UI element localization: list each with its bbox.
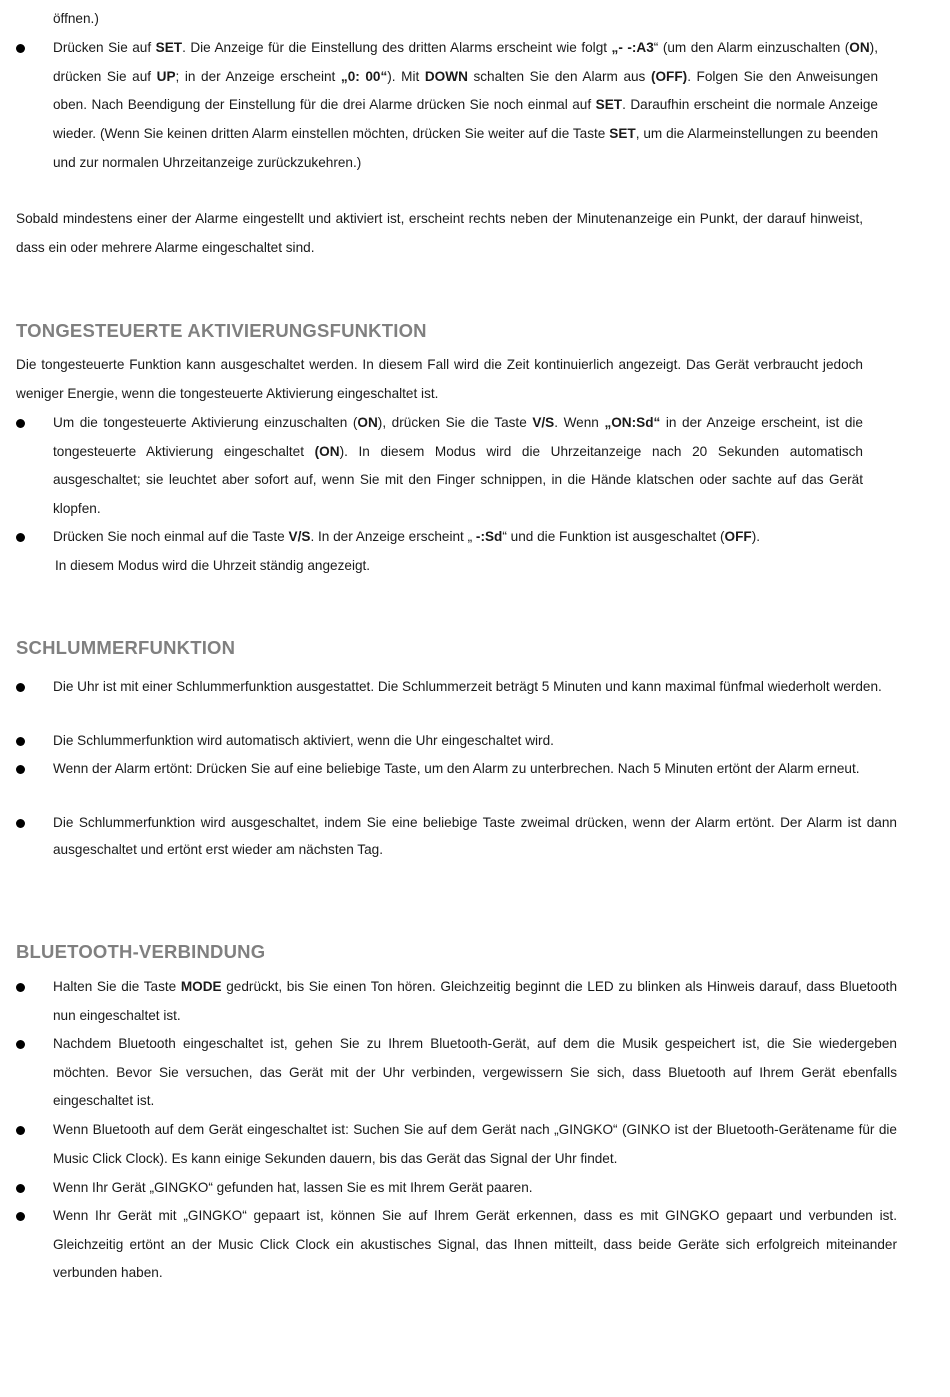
text-span: Drücken Sie auf bbox=[53, 40, 156, 55]
text-span: ), drücken Sie die Taste bbox=[377, 415, 533, 430]
bullet-text bbox=[53, 409, 863, 524]
alarm-note-paragraph: Sobald mindestens einer der Alarme eingestellt und aktiviert ist, erscheint rechts neben der Minutenanzeige ein Punkt, der darauf hinweist, dass ein oder mehrere Alarme eingeschaltet sind. bbox=[16, 211, 863, 255]
bullet-text: Wenn Ihr Gerät „GINGKO“ gefunden hat, lassen Sie es mit Ihrem Gerät paaren. bbox=[53, 1180, 533, 1195]
bullet-dot-icon bbox=[16, 1184, 25, 1193]
display-a3: „- -:A3 bbox=[611, 40, 654, 55]
text-span: . In der Anzeige erscheint „ bbox=[310, 529, 476, 544]
key-off: (OFF) bbox=[650, 68, 688, 84]
bullet-dot-icon bbox=[16, 819, 25, 828]
key-set: SET bbox=[609, 126, 636, 142]
key-vs: V/S bbox=[532, 415, 555, 430]
bullet-dot-icon bbox=[16, 533, 25, 542]
bullet-text: Wenn Bluetooth auf dem Gerät eingeschaltet ist: Suchen Sie auf dem Gerät nach „GINGKO“ (GINKO ist der Bluetooth-Gerätename für die Music Click Clock). Es kann einige Sekunden dauern, bis das Gerät das Signal der Uhr findet. bbox=[53, 1122, 897, 1166]
key-up: UP bbox=[156, 68, 176, 84]
bullet-dot-icon bbox=[16, 419, 25, 428]
bullet-text bbox=[53, 523, 863, 552]
text-span: . Wenn bbox=[554, 415, 605, 430]
text-span: “ (um den Alarm einzuschalten ( bbox=[653, 40, 850, 55]
text-span: . Daraufhin erscheint die normale Anzeige wieder. (Wenn Sie keinen dritten Alarm einstellen möchten, drücken Sie weiter auf die Taste bbox=[53, 97, 878, 142]
sound-intro-paragraph: Die tongesteuerte Funktion kann ausgeschaltet werden. In diesem Fall wird die Zeit kontinuierlich angezeigt. Das Gerät verbraucht jedoch weniger Energie, wenn die tongesteuerte Aktivierung eingeschaltet ist. bbox=[16, 357, 863, 401]
bullet-dot-icon bbox=[16, 1212, 25, 1221]
key-on: ON bbox=[849, 40, 870, 55]
key-vs: V/S bbox=[288, 529, 311, 544]
bullet-text: Die Schlummerfunktion wird automatisch aktiviert, wenn die Uhr eingeschaltet wird. bbox=[53, 733, 554, 748]
bullet-text: Die Schlummerfunktion wird ausgeschaltet, indem Sie eine beliebige Taste zweimal drücken, wenn der Alarm ertönt. Der Alarm ist dann ausgeschaltet und ertönt erst wieder am nächsten Tag. bbox=[53, 815, 897, 857]
section-heading-bluetooth: BLUETOOTH-VERBINDUNG bbox=[16, 941, 266, 962]
section-heading-sound: TONGESTEUERTE AKTIVIERUNGSFUNKTION bbox=[16, 320, 427, 341]
key-mode: MODE bbox=[180, 979, 222, 994]
section-heading-snooze: SCHLUMMERFUNKTION bbox=[16, 637, 236, 658]
text-span: . Die Anzeige für die Einstellung des dritten Alarms erscheint wie folgt bbox=[182, 40, 612, 55]
text-span: ). Mit bbox=[387, 68, 425, 84]
bullet-text: Nachdem Bluetooth eingeschaltet ist, gehen Sie zu Ihrem Bluetooth-Gerät, auf dem die Musik gespeichert ist, die Sie wiedergeben möchten. Bevor Sie versuchen, das Gerät mit der Uhr verbinden, vergewissern Sie sich, dass Bluetooth auf Ihrem Gerät ebenfalls eingeschaltet ist. bbox=[53, 1036, 897, 1109]
display-zero: „0: 00“ bbox=[340, 68, 388, 84]
text-span: ), drücken Sie auf bbox=[53, 40, 878, 84]
display-on-sd: „ON:Sd“ bbox=[604, 415, 661, 430]
bullet-dot-icon bbox=[16, 983, 25, 992]
continuation-line: öffnen.) bbox=[53, 11, 99, 26]
text-span: Drücken Sie noch einmal auf die Taste bbox=[53, 529, 289, 544]
bullet-text bbox=[53, 34, 878, 178]
text-span: “ und die Funktion ist ausgeschaltet ( bbox=[502, 529, 725, 544]
text-span: ; in der Anzeige erscheint bbox=[175, 68, 341, 84]
bullet-dot-icon bbox=[16, 737, 25, 746]
bullet-dot-icon bbox=[16, 765, 25, 774]
bullet-dot-icon bbox=[16, 44, 25, 53]
bullet-text: Wenn Ihr Gerät mit „GINGKO“ gepaart ist, können Sie auf Ihrem Gerät erkennen, dass es mit GINGKO gepaart und verbunden ist. Gleichzeitig ertönt an der Music Click Clock ein akustisches Signal, das Ihnen mitteilt, dass beide Geräte sich erfolgreich miteinander verbunden haben. bbox=[53, 1208, 897, 1281]
text-span: ). In diesem Modus wird die Uhrzeitanzeige nach 20 Sekunden automatisch ausgeschaltet; sie leuchtet aber sofort auf, wenn Sie mit den Finger schnippen, in die Hände klatschen oder sachte auf das Gerät klopfen. bbox=[53, 443, 863, 517]
bullet-text: Wenn der Alarm ertönt: Drücken Sie auf eine beliebige Taste, um den Alarm zu unterbrechen. Nach 5 Minuten ertönt der Alarm erneut. bbox=[53, 761, 860, 776]
bullet-text: Die Uhr ist mit einer Schlummerfunktion ausgestattet. Die Schlummerzeit beträgt 5 Minuten und kann maximal fünfmal wiederholt werden. bbox=[53, 679, 882, 694]
bullet-dot-icon bbox=[16, 1126, 25, 1135]
key-set: SET bbox=[595, 97, 623, 113]
text-span: Halten Sie die Taste bbox=[53, 979, 181, 994]
text-span: gedrückt, bis Sie einen Ton hören. Gleichzeitig beginnt die LED zu blinken als Hinweis darauf, dass Bluetooth nun eingeschaltet ist. bbox=[53, 979, 898, 1023]
text-span: in der Anzeige erscheint, ist die tongesteuerte Aktivierung eingeschaltet bbox=[53, 415, 863, 459]
bullet-dot-icon bbox=[16, 683, 25, 692]
key-on: (ON bbox=[314, 443, 340, 459]
key-off: OFF bbox=[724, 529, 752, 544]
key-set: SET bbox=[155, 40, 183, 55]
key-on: ON bbox=[357, 415, 378, 430]
text-span: schalten Sie den Alarm aus bbox=[467, 68, 651, 84]
key-down: DOWN bbox=[424, 68, 468, 84]
text-span: ). bbox=[751, 529, 761, 544]
text-span: Um die tongesteuerte Aktivierung einzuschalten ( bbox=[53, 415, 358, 430]
text-span: , um die Alarmeinstellungen zu beenden und zur normalen Uhrzeitanzeige zurückzukehren.) bbox=[53, 126, 879, 170]
display-sd: -:Sd bbox=[475, 529, 503, 544]
sound-off-note: In diesem Modus wird die Uhrzeit ständig angezeigt. bbox=[55, 558, 371, 573]
text-span: . Folgen Sie den Anweisungen oben. Nach Beendigung der Einstellung für die drei Alarme drücken Sie noch einmal auf bbox=[53, 68, 879, 113]
bullet-text bbox=[53, 973, 897, 1030]
bullet-dot-icon bbox=[16, 1040, 25, 1049]
